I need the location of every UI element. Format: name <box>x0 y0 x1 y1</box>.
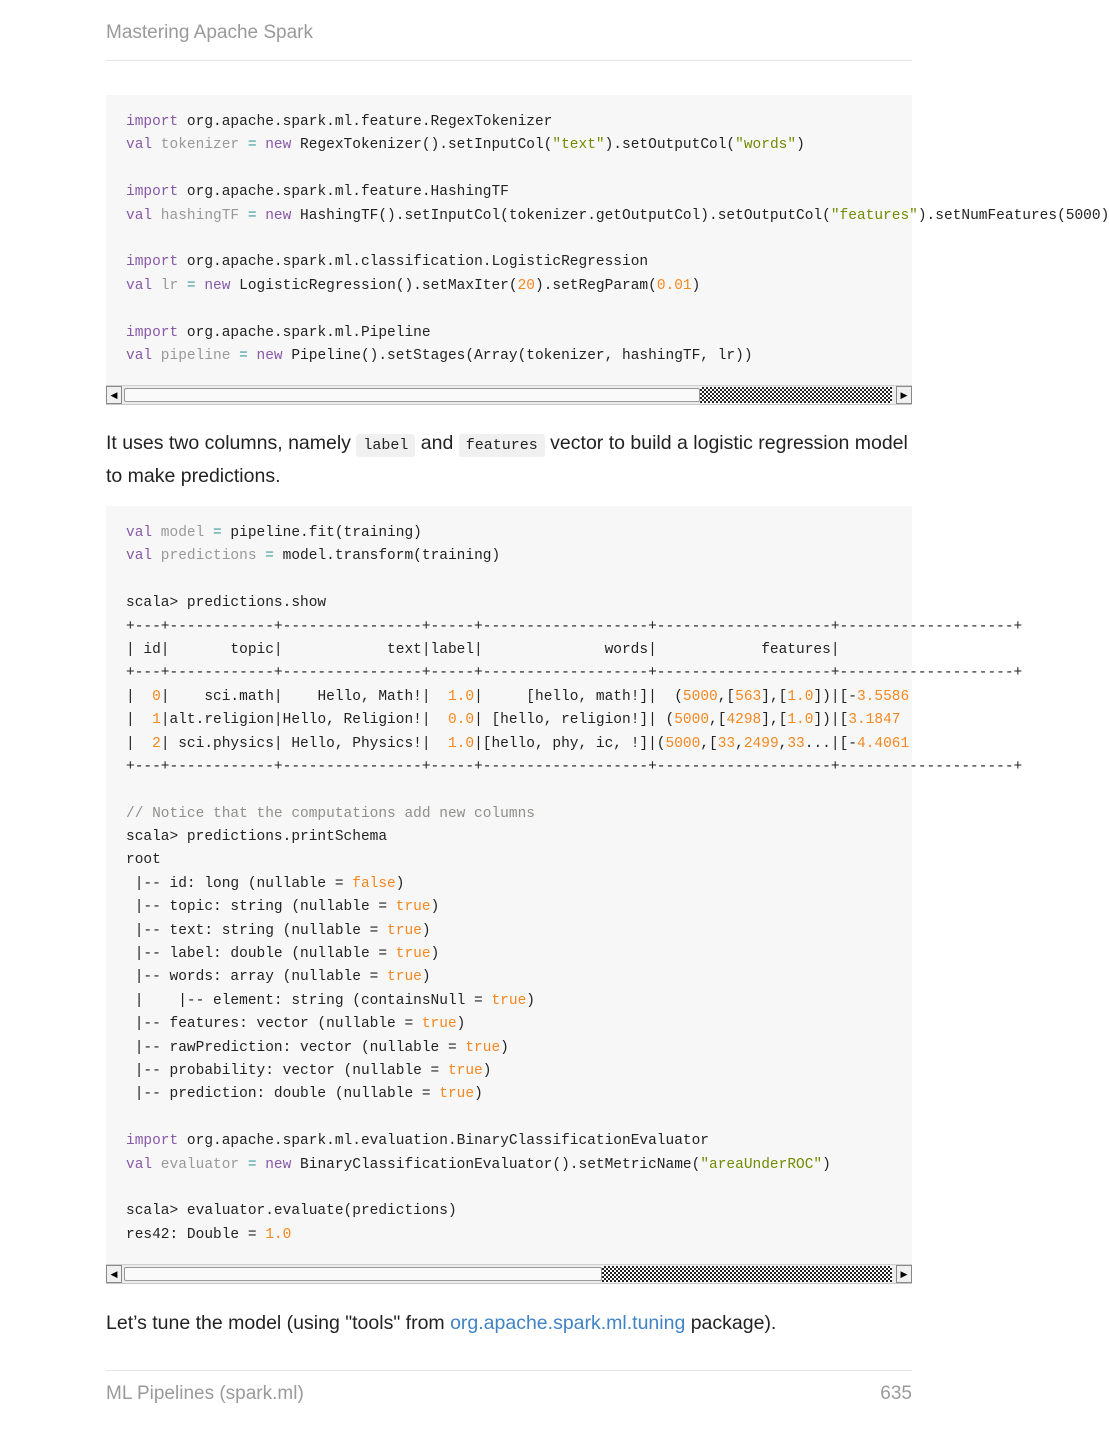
code-token: false <box>352 875 396 892</box>
code-token: |-- id: long (nullable = <box>126 875 353 892</box>
code-token: 20 <box>517 277 535 294</box>
code-token: 0.0 <box>447 712 475 729</box>
code-token: scala> predictions.printSchema <box>126 829 388 846</box>
paragraph-columns <box>106 428 912 492</box>
page-number: 635 <box>880 1383 912 1404</box>
code-token: "text" <box>552 137 605 154</box>
code-token: 4298 <box>726 712 762 729</box>
code-token: val <box>126 137 153 154</box>
code-line <box>126 111 892 134</box>
code-token: ) <box>796 137 805 154</box>
code-token: new <box>265 1156 292 1173</box>
code-token: 1.0 <box>447 688 475 705</box>
code-token: root <box>126 852 161 869</box>
scrollbar-thumb[interactable] <box>124 388 700 402</box>
code-token: org.apache.spark.ml.evaluation.BinaryClassificationEvaluator <box>178 1133 710 1150</box>
code-line <box>126 345 892 368</box>
code-line <box>126 1200 892 1223</box>
code-line <box>126 686 910 709</box>
code-line <box>126 569 892 592</box>
code-line <box>126 803 892 826</box>
code-token: evaluator <box>152 1156 248 1173</box>
code-line <box>126 1013 892 1036</box>
inline-code-label: label <box>356 434 415 457</box>
code-line <box>126 733 910 756</box>
code-block-predictions <box>106 506 1023 1284</box>
code-token: ) <box>822 1156 831 1173</box>
code-token: true <box>465 1039 501 1056</box>
code-line <box>126 251 892 274</box>
code-token: 3.1847 <box>848 712 901 729</box>
code-token: ).setOutputCol( <box>604 137 736 154</box>
code-token: | <box>126 688 153 705</box>
code-line <box>126 158 892 181</box>
code-token: RegexTokenizer().setInputCol( <box>291 137 553 154</box>
code-token: // Notice that the computations add new columns <box>126 805 535 822</box>
code-token: ) <box>421 969 431 986</box>
code-token: ) <box>395 875 405 892</box>
code-token: val <box>126 525 153 541</box>
code-token: |-- topic: string (nullable = <box>126 899 396 916</box>
code-token: ) <box>500 1039 509 1056</box>
text-span: vector to build a logistic regression model to make predictions. <box>106 432 908 487</box>
code-line <box>126 1107 892 1130</box>
code-token: 33 <box>787 735 805 752</box>
code-token: |-- prediction: double (nullable = <box>126 1086 440 1103</box>
code-token: | <box>126 735 153 752</box>
code-line <box>126 1060 892 1083</box>
code-token: 2 <box>152 735 161 752</box>
code-token: 5000 <box>674 712 710 729</box>
code-token: ) <box>430 899 440 916</box>
code-token: import <box>126 254 179 271</box>
code-token: ])|[ <box>813 712 849 729</box>
code-token: = <box>239 347 248 364</box>
code-line <box>126 896 892 919</box>
page-header <box>106 22 912 61</box>
code-line <box>126 1224 892 1247</box>
code-token: new <box>265 207 292 224</box>
code-token: |-- text: string (nullable = <box>126 922 388 939</box>
code-token: import <box>126 184 179 201</box>
text-span: package). <box>685 1312 777 1334</box>
code-token <box>257 1157 266 1173</box>
code-token: |-- probability: vector (nullable = <box>126 1062 448 1079</box>
scroll-left-arrow-icon[interactable]: ◀ <box>106 386 122 404</box>
code-token: 1.0 <box>265 1226 292 1243</box>
code-token: ])|[- <box>813 688 857 705</box>
code-token: ,[ <box>709 712 727 729</box>
code-token: 1.0 <box>447 735 475 752</box>
paragraph-tune <box>106 1308 912 1339</box>
code-token: | |-- element: string (containsNull = <box>126 992 492 1009</box>
code-token: model <box>152 525 214 541</box>
code-token: true <box>387 969 422 986</box>
code-token: 563 <box>735 688 762 705</box>
code-token: "areaUnderROC" <box>700 1156 823 1173</box>
code-token: BinaryClassificationEvaluator().setMetricName( <box>291 1156 701 1173</box>
code-token: res42: Double = <box>126 1226 266 1243</box>
code-token: ).setRegParam( <box>535 277 657 294</box>
code-token: 2499 <box>743 735 779 752</box>
code-line <box>126 966 892 989</box>
code-token: org.apache.spark.ml.classification.LogisticRegression <box>178 254 649 271</box>
scroll-left-arrow-icon[interactable]: ◀ <box>106 1265 122 1283</box>
code-token: import <box>126 324 179 341</box>
code-token: org.apache.spark.ml.feature.HashingTF <box>178 184 509 201</box>
code-line <box>126 298 892 321</box>
code-token: = <box>247 137 257 154</box>
code-text <box>106 95 1109 368</box>
code-token: "words" <box>735 137 797 154</box>
code-line <box>126 228 892 251</box>
code-token: 3.5586 <box>856 688 910 705</box>
tuning-package-link[interactable]: org.apache.spark.ml.tuning <box>450 1312 686 1334</box>
code-line <box>126 920 892 943</box>
code-token: 33 <box>717 735 736 752</box>
code-token: true <box>447 1062 483 1079</box>
book-title: Mastering Apache Spark <box>106 22 314 43</box>
code-token: ) <box>526 992 535 1009</box>
code-token: 4.4061 <box>856 735 910 752</box>
code-line <box>126 826 892 849</box>
code-token: | [hello, religion!]| ( <box>474 712 675 729</box>
code-token: true <box>395 946 431 963</box>
code-token: tokenizer <box>152 137 248 154</box>
code-line <box>126 1177 892 1200</box>
code-token: , <box>778 735 788 752</box>
code-block-pipeline <box>106 95 1109 405</box>
code-token: hashingTF <box>152 207 248 224</box>
code-token: "features" <box>830 207 918 224</box>
code-token: 1.0 <box>787 688 814 705</box>
code-token: import <box>126 114 179 130</box>
code-line <box>126 181 892 204</box>
horizontal-scrollbar[interactable] <box>106 385 912 405</box>
scroll-right-arrow-icon[interactable]: ▶ <box>896 386 912 404</box>
code-line <box>126 709 901 732</box>
code-token: ) <box>691 277 701 294</box>
code-token: +---+------------+----------------+-----+-------------------+--------------------+--------------------+ <box>126 618 1023 635</box>
code-token: |alt.religion|Hello, Religion!| <box>160 712 448 729</box>
code-token: ],[ <box>761 712 788 729</box>
code-token: predictions <box>152 548 266 565</box>
code-line <box>126 1083 892 1106</box>
code-token: val <box>126 207 153 224</box>
scrollbar-track[interactable] <box>602 1266 892 1282</box>
code-line <box>126 545 892 568</box>
code-line <box>126 779 892 802</box>
code-token: 5000 <box>682 688 718 705</box>
text-span: and <box>415 432 459 454</box>
code-token: |-- words: array (nullable = <box>126 969 388 986</box>
code-token: = <box>247 207 257 224</box>
code-token: |[hello, phy, ic, !]|( <box>474 735 666 752</box>
code-token: , <box>735 735 744 752</box>
code-token: ,[ <box>717 688 736 705</box>
chapter-title: ML Pipelines (spark.ml) <box>106 1383 304 1404</box>
code-token: pipeline.fit(training) <box>221 525 422 541</box>
code-token: lr <box>152 277 187 294</box>
code-token: | id| topic| text|label| words| features| <box>126 641 840 658</box>
code-text <box>106 506 1023 1247</box>
code-token: 1.0 <box>787 712 814 729</box>
code-token: import <box>126 1133 179 1150</box>
code-token: true <box>421 1016 457 1033</box>
scrollbar-thumb[interactable] <box>124 1267 602 1281</box>
code-token: ...|[- <box>804 735 857 752</box>
code-token: model.transform(training) <box>273 548 501 565</box>
code-token <box>257 208 266 224</box>
code-line <box>126 1037 892 1060</box>
text-span: It uses two columns, namely <box>106 432 357 454</box>
code-token: | <box>126 712 153 729</box>
code-token: ) <box>421 922 431 939</box>
code-line <box>126 134 892 157</box>
code-token: true <box>491 992 527 1009</box>
code-token: ) <box>482 1062 492 1079</box>
page-footer <box>106 1370 912 1405</box>
code-token: val <box>126 277 153 294</box>
code-token: = <box>213 525 222 541</box>
code-token: = <box>265 548 274 565</box>
inline-code-features: features <box>459 434 545 457</box>
scrollbar-track[interactable] <box>700 387 892 403</box>
code-line <box>126 990 892 1013</box>
code-token: scala> predictions.show <box>126 595 327 612</box>
code-token <box>257 137 266 153</box>
code-line <box>126 639 892 662</box>
code-token: = <box>186 277 196 294</box>
code-token: 0 <box>152 688 161 705</box>
code-token: new <box>265 137 292 154</box>
code-token: 0.01 <box>656 277 692 294</box>
code-token: true <box>395 899 431 916</box>
text-span: Let’s tune the model (using "tools" from <box>106 1312 451 1334</box>
code-line <box>126 275 892 298</box>
code-token: new <box>204 277 231 294</box>
code-token: ) <box>430 946 440 963</box>
code-token: ).setNumFeatures(5000) <box>917 207 1109 224</box>
code-token: scala> evaluator.evaluate(predictions) <box>126 1203 457 1220</box>
code-token: org.apache.spark.ml.feature.RegexTokenizer <box>178 114 553 130</box>
code-token <box>248 348 257 364</box>
code-token: ],[ <box>761 688 788 705</box>
code-token: | sci.physics| Hello, Physics!| <box>160 735 448 752</box>
code-token: pipeline <box>152 347 240 364</box>
code-token: 1 <box>152 712 161 729</box>
code-line <box>126 873 892 896</box>
code-token: = <box>247 1156 257 1173</box>
code-token: val <box>126 548 153 565</box>
code-token: |-- label: double (nullable = <box>126 946 396 963</box>
code-line <box>126 943 892 966</box>
code-line <box>126 849 892 872</box>
code-token: true <box>439 1086 475 1103</box>
code-token: new <box>256 347 283 364</box>
code-line <box>126 756 1023 779</box>
code-token: | [hello, math!]| ( <box>474 688 683 705</box>
code-line <box>126 662 1023 685</box>
code-token: val <box>126 347 153 364</box>
code-token: |-- features: vector (nullable = <box>126 1016 422 1033</box>
code-line <box>126 1130 892 1153</box>
code-token: |-- rawPrediction: vector (nullable = <box>126 1039 466 1056</box>
code-token: LogisticRegression().setMaxIter( <box>230 277 518 294</box>
code-line <box>126 522 892 545</box>
code-token: +---+------------+----------------+-----+-------------------+--------------------+--------------------+ <box>126 665 1023 682</box>
code-token: ) <box>474 1086 483 1103</box>
code-line <box>126 616 1023 639</box>
code-token: val <box>126 1156 153 1173</box>
code-line <box>126 322 892 345</box>
code-token: | sci.math| Hello, Math!| <box>160 688 448 705</box>
code-token: ,[ <box>700 735 718 752</box>
code-line <box>126 205 1109 228</box>
code-token: 5000 <box>665 735 701 752</box>
code-line <box>126 592 892 615</box>
code-token: true <box>387 922 422 939</box>
scroll-right-arrow-icon[interactable]: ▶ <box>896 1265 912 1283</box>
code-token: Pipeline().setStages(Array(tokenizer, hashingTF, lr)) <box>282 347 753 364</box>
horizontal-scrollbar[interactable] <box>106 1264 912 1284</box>
code-token: org.apache.spark.ml.Pipeline <box>178 324 431 341</box>
code-token: HashingTF().setInputCol(tokenizer.getOutputCol).setOutputCol( <box>291 207 831 224</box>
code-token: ) <box>456 1016 466 1033</box>
code-line <box>126 1154 892 1177</box>
code-token: +---+------------+----------------+-----+-------------------+--------------------+--------------------+ <box>126 758 1023 775</box>
